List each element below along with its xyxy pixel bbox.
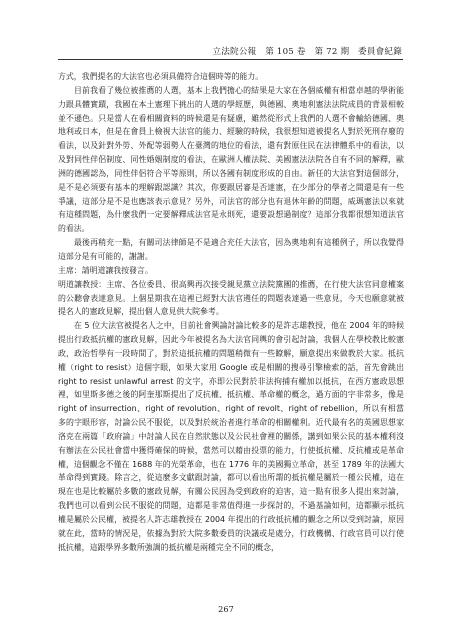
speaker-name: 主席： [58, 265, 82, 275]
speaker-line-professor [58, 278, 404, 320]
header-rule [58, 59, 403, 60]
paragraph: 最後再稍充一點，有關司法律師是不是適合充任大法官，因為奧地利有這種例子，所以我覺得這部分是有可能的，謝謝。 [58, 238, 404, 261]
speaker-name: 明道讓教授： [58, 279, 107, 289]
speaker-text: 主席、各位委員、很高興再次接受親見黨立法院黨團的推薦，在行使大法官同意權案的公聽會表達意見。上個星期我在這裡已經對大法官遴任的問題表達過一些意見，今天也願意就被提名人的憲政見解，提出個人意見供大院參考。 [58, 279, 404, 317]
paragraph: 目前我看了幾位被推薦的人選，基本上我們擔心的結果是大家在各個威權有相當卓越的學術能力跟具體實蹟，我國在本土憲理下挑出的人選的學經歷，與德國、奧地利憲法法院成員的背景相較並不遜色。只是當人在看相關資料的時候還是有疑慮，雖然從形式上我們的人選不會輸給德國、奧地利或日本，但是在會員上檢視大法官的能力、經驗的時候，我很想知道被提名人對於死刑存廢的看法，以及針對外勞、外配等弱勢人在臺灣的地位的看法，還有對原住民在法律體系中的看法，以及對同性伴侶制度、同性婚姻制度的看法，在歐洲人權法院、美國憲法法院各自有不同的解釋，歐洲的德國認為，同性伴侶符合平等原則，所以各國有制度形成的自由。新任的大法官對這個部分，是不是必須要有基本的理解跟認識？其次，你要跟居審是否達憲，在少部分的學者之間還是有一些爭議，這部分是不是也應該表示意見？另外，司法官的部分也有退休年齡的問題，威瑪憲法以來就有這種問題，為什麼我們一定要解釋成法官是永則死，還要設想過制度？這部分我都很想知道法官的看法。 [58, 85, 404, 234]
running-header: 立法院公報 第 105 卷 第 72 期 委員會紀錄 [212, 47, 402, 57]
paragraph: 在 5 位大法官被提名人之中，目前社會興論討論比較多的是許志雄教授，他在 2004 年的時候提出行政抵抗權的憲政見解，因此今年被提名為大法官同輿的會引起討論，我個人在學校教比較憲政，政治哲學有一段時間了，對於這抵抗權的問題稍微有一些瞭解，願意提出來做教於大家。抵抗權（right to resist）這個字眼，如果大家用 Google 或是相關的搜尋引擎檢索的話，首先會跳出 right to resist unlawful arrest 的文字，亦即公民對於非法拘捕有權加以抵抗，在西方憲政思想裡，如里斯多德之後的阿奎那斯提出了反抗權、抵抗權、革命權的概念，過方面的字非常多，像是 right of insurrection、right of revolution、right of revolt、right of rebellion，所以有相當多的字眼形容，討論公民不服從，以及對於統治者進行革命的相關權利。近代最有名的英國思想家洛克在兩篇「政府論」中討論人民在自然狀態以及公民社會裡的關係，講到如果公民的基本權利沒有辦法在公民社會當中獲得確保的時候，當然可以藉由投票的能力，行使抵抗權、反抗權或是革命權，這個觀念不僅在 1688 年的光榮革命，也在 1776 年的美國獨立革命，甚至 1789 年的法國大革命得到實踐。除言之，從這麼多文獻跟討論，都可以看出所謂的抵抗權是屬於一種公民權，這在現在也是比較屬於多數的憲政見解，有關公民因為受到政府的迫害，這一點有很多人提出來討論，我們也可以看到公民不服從的問題，這都是非常值得進一步探討的，不過基論如何，這都顯示抵抗權是屬於公民權，被提名人許志雄教授在 2004 年提出的行政抵抗權的觀念之所以受到討論，原因就在此，當時的情況是，依據為對於大院多數委員的決議或是處分，行政機構、行政官員可以行使抵抗權，這跟學界多數所強調的抵抗權是兩種完全不同的概念， [58, 321, 404, 552]
page-number: 267 [218, 604, 234, 614]
speaker-text: 請明道讓我按發言。 [81, 265, 153, 275]
document-body [58, 70, 404, 555]
speaker-line-chair [58, 264, 404, 278]
paragraph-continuation: 方式，我們提名的大法官也必須具備符合這個時等的能力。 [58, 72, 264, 81]
